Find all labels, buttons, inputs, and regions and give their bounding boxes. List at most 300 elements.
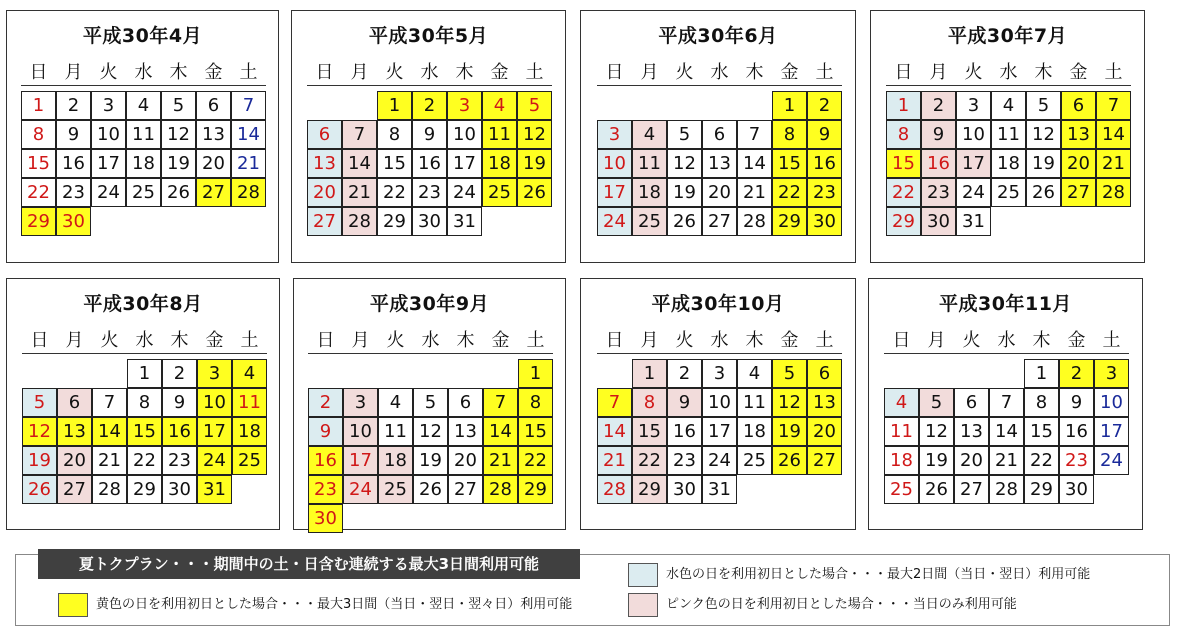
day-cell: 12 (1026, 120, 1061, 149)
day-cell: 3 (956, 91, 991, 120)
day-cell: 27 (702, 207, 737, 236)
weekday-label: 水 (135, 330, 154, 351)
month-panel (870, 10, 1145, 263)
day-cell: 25 (884, 475, 919, 504)
day-cell: 31 (702, 475, 737, 504)
weekday-label: 金 (1067, 330, 1086, 351)
day-cell: 6 (448, 388, 483, 417)
weekday-header (886, 61, 1131, 86)
day-cell: 22 (632, 446, 667, 475)
weekday-label: 火 (675, 330, 694, 351)
day-cell: 8 (772, 120, 807, 149)
weekday-label: 木 (745, 62, 764, 83)
day-cell: 27 (954, 475, 989, 504)
day-cell: 27 (196, 178, 231, 207)
day-cell: 6 (196, 91, 231, 120)
day-cell: 3 (447, 91, 482, 120)
day-cell: 21 (989, 446, 1024, 475)
day-cell: 15 (1024, 417, 1059, 446)
day-cell: 26 (772, 446, 807, 475)
day-cell: 17 (1094, 417, 1129, 446)
light-blue-swatch (628, 563, 658, 587)
day-cell: 7 (597, 388, 632, 417)
day-cell: 30 (56, 207, 91, 236)
day-cell: 25 (991, 178, 1026, 207)
day-cell: 25 (232, 446, 267, 475)
day-cell: 19 (919, 446, 954, 475)
day-cell: 30 (162, 475, 197, 504)
weekday-label: 月 (64, 62, 83, 83)
pink-swatch (628, 593, 658, 617)
weekday-label: 火 (675, 62, 694, 83)
weekday-label: 土 (1104, 62, 1123, 83)
weekday-label: 火 (99, 62, 118, 83)
day-cell: 26 (1026, 178, 1061, 207)
day-cell: 13 (702, 149, 737, 178)
day-cell: 5 (1026, 91, 1061, 120)
day-cell: 7 (342, 120, 377, 149)
day-cell: 23 (807, 178, 842, 207)
day-cell: 28 (92, 475, 127, 504)
day-cell: 4 (378, 388, 413, 417)
weekday-label: 水 (710, 62, 729, 83)
day-cell: 8 (377, 120, 412, 149)
day-cell: 14 (483, 417, 518, 446)
day-cell: 29 (632, 475, 667, 504)
day-cell: 13 (307, 149, 342, 178)
legend-blue-text: 水色の日を利用初日とした場合・・・最大2日間（当日・翌日）利用可能 (666, 567, 1091, 582)
weekday-label: 水 (134, 62, 153, 83)
day-cell: 2 (807, 91, 842, 120)
day-cell: 12 (919, 417, 954, 446)
day-cell: 1 (632, 359, 667, 388)
month-title: 平成30年5月 (368, 25, 489, 47)
day-cell: 16 (921, 149, 956, 178)
month-panel (580, 278, 856, 530)
weekday-label: 水 (997, 330, 1016, 351)
day-cell: 25 (126, 178, 161, 207)
weekday-label: 木 (1034, 62, 1053, 83)
day-cell: 3 (597, 120, 632, 149)
day-cell: 19 (22, 446, 57, 475)
month-panel (293, 278, 566, 530)
day-cell: 2 (921, 91, 956, 120)
day-cell: 7 (231, 91, 266, 120)
day-cell: 26 (161, 178, 196, 207)
weekday-label: 金 (490, 62, 509, 83)
weekday-label: 月 (640, 62, 659, 83)
day-cell: 11 (737, 388, 772, 417)
day-cell: 11 (482, 120, 517, 149)
day-cell: 11 (884, 417, 919, 446)
day-cell: 29 (518, 475, 553, 504)
weekday-header (884, 329, 1129, 354)
day-cell: 23 (921, 178, 956, 207)
day-cell: 5 (517, 91, 552, 120)
day-cell: 22 (518, 446, 553, 475)
month-panel (868, 278, 1143, 530)
day-cell: 11 (632, 149, 667, 178)
weekday-label: 金 (204, 62, 223, 83)
day-cell: 14 (92, 417, 127, 446)
day-cell: 15 (377, 149, 412, 178)
day-cell: 5 (919, 388, 954, 417)
weekday-label: 日 (315, 62, 334, 83)
day-cell: 7 (92, 388, 127, 417)
day-cell: 6 (807, 359, 842, 388)
day-cell: 26 (22, 475, 57, 504)
day-cell: 11 (126, 120, 161, 149)
day-cell: 11 (991, 120, 1026, 149)
weekday-label: 水 (999, 62, 1018, 83)
day-cell: 4 (482, 91, 517, 120)
day-cell: 23 (162, 446, 197, 475)
day-cell: 21 (342, 178, 377, 207)
weekday-label: 火 (386, 330, 405, 351)
day-cell: 5 (22, 388, 57, 417)
day-cell: 21 (737, 178, 772, 207)
day-cell: 11 (378, 417, 413, 446)
day-cell: 6 (954, 388, 989, 417)
weekday-label: 火 (385, 62, 404, 83)
weekday-label: 木 (455, 62, 474, 83)
day-cell: 25 (737, 446, 772, 475)
day-cell: 29 (21, 207, 56, 236)
day-cell: 4 (632, 120, 667, 149)
day-cell: 5 (413, 388, 448, 417)
day-cell: 7 (737, 120, 772, 149)
day-cell: 14 (342, 149, 377, 178)
day-cell: 9 (667, 388, 702, 417)
day-cell: 20 (448, 446, 483, 475)
day-cell: 17 (702, 417, 737, 446)
day-cell: 4 (737, 359, 772, 388)
day-cell: 12 (667, 149, 702, 178)
day-cell: 16 (308, 446, 343, 475)
day-cell: 30 (921, 207, 956, 236)
weekday-label: 月 (927, 330, 946, 351)
day-cell: 23 (1059, 446, 1094, 475)
day-cell: 10 (447, 120, 482, 149)
day-cell: 22 (127, 446, 162, 475)
day-cell: 6 (1061, 91, 1096, 120)
weekday-label: 木 (745, 330, 764, 351)
day-cell: 18 (737, 417, 772, 446)
day-cell: 2 (308, 388, 343, 417)
day-cell: 12 (413, 417, 448, 446)
weekday-header (308, 329, 553, 354)
day-cell: 19 (1026, 149, 1061, 178)
day-cell: 17 (343, 446, 378, 475)
day-cell: 18 (482, 149, 517, 178)
day-cell: 2 (56, 91, 91, 120)
day-cell: 14 (1096, 120, 1131, 149)
day-cell: 20 (807, 417, 842, 446)
day-cell: 27 (807, 446, 842, 475)
day-cell: 8 (127, 388, 162, 417)
day-cell: 12 (772, 388, 807, 417)
weekday-header (597, 329, 842, 354)
day-cell: 19 (772, 417, 807, 446)
weekday-label: 水 (421, 330, 440, 351)
day-cell: 24 (343, 475, 378, 504)
day-cell: 15 (772, 149, 807, 178)
day-cell: 16 (667, 417, 702, 446)
weekday-label: 土 (525, 62, 544, 83)
day-cell: 1 (377, 91, 412, 120)
day-cell: 28 (342, 207, 377, 236)
day-cell: 26 (667, 207, 702, 236)
day-cell: 13 (954, 417, 989, 446)
day-cell: 21 (483, 446, 518, 475)
day-cell: 26 (919, 475, 954, 504)
day-cell: 18 (232, 417, 267, 446)
day-cell: 9 (921, 120, 956, 149)
weekday-label: 火 (964, 62, 983, 83)
weekday-label: 土 (526, 330, 545, 351)
weekday-label: 木 (456, 330, 475, 351)
month-title: 平成30年11月 (939, 293, 1072, 315)
weekday-label: 日 (30, 330, 49, 351)
day-cell: 28 (231, 178, 266, 207)
day-cell: 2 (412, 91, 447, 120)
day-cell: 27 (1061, 178, 1096, 207)
legend-yellow-text: 黄色の日を利用初日とした場合・・・最大3日間（当日・翌日・翌々日）利用可能 (96, 597, 573, 612)
day-cell: 9 (162, 388, 197, 417)
day-cell: 20 (196, 149, 231, 178)
day-cell: 8 (1024, 388, 1059, 417)
day-cell: 18 (991, 149, 1026, 178)
day-cell: 5 (772, 359, 807, 388)
weekday-label: 土 (815, 330, 834, 351)
day-cell: 10 (343, 417, 378, 446)
weekday-label: 日 (29, 62, 48, 83)
day-cell: 22 (21, 178, 56, 207)
day-cell: 20 (1061, 149, 1096, 178)
month-title: 平成30年6月 (658, 25, 778, 47)
weekday-label: 金 (1069, 62, 1088, 83)
day-cell: 15 (518, 417, 553, 446)
weekday-label: 金 (780, 330, 799, 351)
day-cell: 25 (378, 475, 413, 504)
day-cell: 1 (21, 91, 56, 120)
day-cell: 3 (197, 359, 232, 388)
weekday-label: 月 (65, 330, 84, 351)
day-cell: 18 (126, 149, 161, 178)
day-cell: 16 (807, 149, 842, 178)
day-cell: 15 (21, 149, 56, 178)
day-cell: 1 (127, 359, 162, 388)
legend (15, 554, 1170, 626)
day-cell: 14 (989, 417, 1024, 446)
day-cell: 15 (886, 149, 921, 178)
month-panel (580, 10, 856, 263)
day-cell: 29 (1024, 475, 1059, 504)
day-cell: 23 (412, 178, 447, 207)
day-cell: 2 (162, 359, 197, 388)
day-cell: 17 (91, 149, 126, 178)
month-title: 平成30年9月 (369, 293, 490, 315)
day-cell: 23 (308, 475, 343, 504)
day-cell: 27 (448, 475, 483, 504)
day-cell: 27 (307, 207, 342, 236)
day-cell: 24 (1094, 446, 1129, 475)
weekday-label: 金 (205, 330, 224, 351)
day-cell: 13 (807, 388, 842, 417)
weekday-label: 木 (169, 62, 188, 83)
day-cell: 15 (127, 417, 162, 446)
day-cell: 28 (737, 207, 772, 236)
month-title: 平成30年4月 (82, 25, 203, 47)
yellow-swatch (58, 593, 88, 617)
day-cell: 9 (308, 417, 343, 446)
day-cell: 19 (667, 178, 702, 207)
day-cell: 21 (231, 149, 266, 178)
day-cell: 13 (196, 120, 231, 149)
day-cell: 31 (956, 207, 991, 236)
day-cell: 12 (161, 120, 196, 149)
weekday-label: 土 (815, 62, 834, 83)
day-cell: 10 (1094, 388, 1129, 417)
day-cell: 19 (413, 446, 448, 475)
day-cell: 1 (1024, 359, 1059, 388)
day-cell: 8 (632, 388, 667, 417)
day-cell: 19 (517, 149, 552, 178)
day-cell: 16 (162, 417, 197, 446)
month-panel (6, 278, 280, 530)
month-title: 平成30年10月 (651, 293, 785, 315)
day-cell: 3 (91, 91, 126, 120)
day-cell: 24 (702, 446, 737, 475)
day-cell: 25 (632, 207, 667, 236)
day-cell: 9 (56, 120, 91, 149)
day-cell: 20 (954, 446, 989, 475)
day-cell: 3 (702, 359, 737, 388)
day-cell: 13 (1061, 120, 1096, 149)
day-cell: 10 (597, 149, 632, 178)
day-cell: 28 (1096, 178, 1131, 207)
day-cell: 20 (702, 178, 737, 207)
weekday-label: 日 (605, 330, 624, 351)
day-cell: 7 (483, 388, 518, 417)
weekday-label: 月 (351, 330, 370, 351)
day-cell: 8 (518, 388, 553, 417)
day-cell: 29 (377, 207, 412, 236)
weekday-label: 木 (1032, 330, 1051, 351)
day-cell: 24 (597, 207, 632, 236)
day-cell: 17 (597, 178, 632, 207)
day-cell: 18 (378, 446, 413, 475)
weekday-label: 火 (100, 330, 119, 351)
day-cell: 29 (886, 207, 921, 236)
day-cell: 17 (447, 149, 482, 178)
day-cell: 2 (667, 359, 702, 388)
day-cell: 3 (1094, 359, 1129, 388)
weekday-label: 月 (640, 330, 659, 351)
month-panel (6, 10, 279, 263)
day-cell: 31 (197, 475, 232, 504)
day-cell: 12 (22, 417, 57, 446)
day-cell: 21 (1096, 149, 1131, 178)
day-cell: 22 (377, 178, 412, 207)
day-cell: 13 (57, 417, 92, 446)
day-cell: 2 (1059, 359, 1094, 388)
day-cell: 27 (57, 475, 92, 504)
day-cell: 1 (886, 91, 921, 120)
day-cell: 30 (1059, 475, 1094, 504)
weekday-label: 金 (491, 330, 510, 351)
weekday-label: 水 (710, 330, 729, 351)
day-cell: 18 (884, 446, 919, 475)
day-cell: 14 (231, 120, 266, 149)
day-cell: 8 (21, 120, 56, 149)
day-cell: 24 (956, 178, 991, 207)
weekday-label: 土 (1102, 330, 1121, 351)
weekday-label: 月 (350, 62, 369, 83)
day-cell: 22 (886, 178, 921, 207)
weekday-label: 日 (605, 62, 624, 83)
weekday-label: 日 (892, 330, 911, 351)
weekday-header (597, 61, 842, 86)
day-cell: 28 (989, 475, 1024, 504)
day-cell: 14 (737, 149, 772, 178)
day-cell: 22 (1024, 446, 1059, 475)
day-cell: 22 (772, 178, 807, 207)
day-cell: 23 (667, 446, 702, 475)
day-cell: 23 (56, 178, 91, 207)
day-cell: 6 (702, 120, 737, 149)
day-cell: 4 (232, 359, 267, 388)
day-cell: 10 (702, 388, 737, 417)
weekday-label: 火 (962, 330, 981, 351)
day-cell: 13 (448, 417, 483, 446)
day-cell: 30 (412, 207, 447, 236)
day-cell: 15 (632, 417, 667, 446)
day-cell: 25 (482, 178, 517, 207)
day-cell: 17 (956, 149, 991, 178)
day-cell: 20 (57, 446, 92, 475)
weekday-label: 土 (240, 330, 259, 351)
day-cell: 9 (807, 120, 842, 149)
day-cell: 1 (772, 91, 807, 120)
day-cell: 5 (161, 91, 196, 120)
weekday-label: 木 (170, 330, 189, 351)
day-cell: 26 (517, 178, 552, 207)
weekday-label: 日 (894, 62, 913, 83)
day-cell: 4 (126, 91, 161, 120)
day-cell: 1 (518, 359, 553, 388)
day-cell: 10 (197, 388, 232, 417)
day-cell: 4 (991, 91, 1026, 120)
day-cell: 20 (307, 178, 342, 207)
day-cell: 21 (597, 446, 632, 475)
day-cell: 26 (413, 475, 448, 504)
day-cell: 30 (667, 475, 702, 504)
day-cell: 12 (517, 120, 552, 149)
day-cell: 17 (197, 417, 232, 446)
day-cell: 18 (632, 178, 667, 207)
day-cell: 21 (92, 446, 127, 475)
plan-banner: 夏トクプラン・・・期間中の土・日含む連続する最大3日間利用可能 (38, 549, 580, 579)
day-cell: 9 (1059, 388, 1094, 417)
day-cell: 10 (91, 120, 126, 149)
day-cell: 10 (956, 120, 991, 149)
day-cell: 8 (886, 120, 921, 149)
weekday-header (22, 329, 267, 354)
day-cell: 3 (343, 388, 378, 417)
day-cell: 16 (412, 149, 447, 178)
day-cell: 30 (807, 207, 842, 236)
